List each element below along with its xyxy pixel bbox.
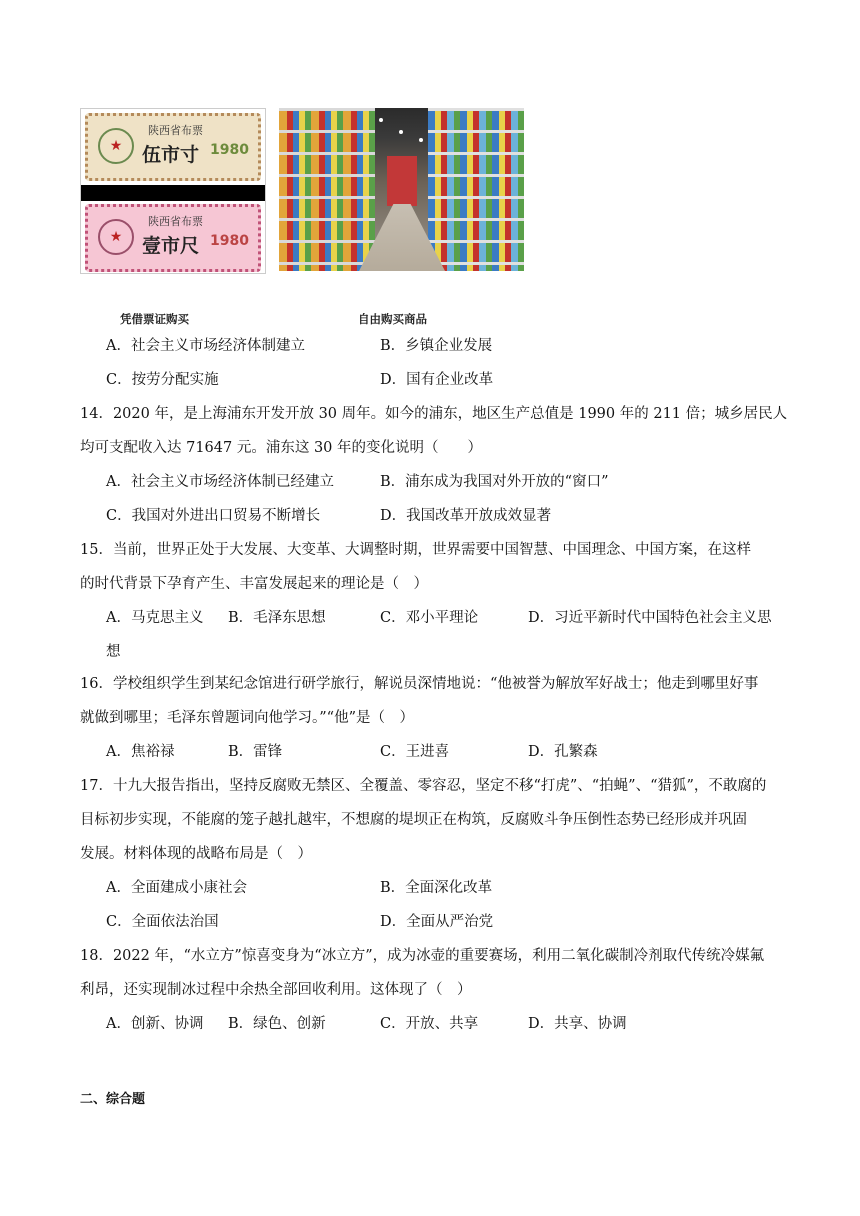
q18-option-d: D．共享、协调 [528,1016,627,1032]
q16-option-c: C．王进喜 [380,744,450,760]
ticket-seal-icon: ★ [98,219,134,255]
q18-stem-line2: 利昂，还实现制冰过程中余热全部回收利用。这体现了（ ） [80,982,472,998]
q15-option-c: C．邓小平理论 [380,610,479,626]
q14-stem-line2: 均可支配收入达 71647 元。浦东这 30 年的变化说明（ ） [80,440,483,456]
q15-option-b: B．毛泽东思想 [228,610,326,626]
q14-option-a: A．社会主义市场经济体制已经建立 [106,474,334,490]
ration-tickets-image [80,108,266,274]
section-heading: 二、综合题 [80,1092,146,1107]
q15-stem-line2: 的时代背景下孕育产生、丰富发展起来的理论是（ ） [80,576,428,592]
ticket-seal-icon: ★ [98,128,134,164]
q16-option-a: A．焦裕禄 [106,744,175,760]
q15-option-a: A．马克思主义 [106,610,204,626]
q17-stem-line2: 目标初步实现，不能腐的笼子越扎越牢，不想腐的堤坝正在构筑，反腐败斗争压倒性态势已经形成并巩固 [80,812,747,828]
q18-option-c: C．开放、共享 [380,1016,479,1032]
cloth-ticket-2 [85,204,261,272]
back-display [387,156,417,206]
supermarket-aisle-image [279,108,524,271]
q16-option-b: B．雷锋 [228,744,283,760]
q18-stem-line1: 18．2022 年，“水立方”惊喜变身为“冰立方”，成为冰壶的重要赛场，利用二氧化碳制冷剂取代传统冷媒氟 [80,948,765,964]
caption-left: 凭借票证购买 [120,312,189,326]
q13-option-b: B．乡镇企业发展 [380,338,493,354]
q17-option-b: B．全面深化改革 [380,880,493,896]
ticket-title: 陕西省布票 [148,124,203,137]
q13-option-a: A．社会主义市场经济体制建立 [106,338,305,354]
ticket-amount: 壹市尺 [142,235,200,257]
ticket-year: 1980 [210,142,249,158]
ceiling-light-icon [419,138,423,142]
q14-option-b: B．浦东成为我国对外开放的“窗口” [380,474,609,490]
caption-right: 自由购买商品 [358,312,427,326]
q15-stem-line1: 15．当前，世界正处于大发展、大变革、大调整时期，世界需要中国智慧、中国理念、中国方案，在这样 [80,542,751,558]
q15-option-d-continued: 想 [106,644,121,660]
q14-option-d: D．我国改革开放成效显著 [380,508,552,524]
q17-stem-line3: 发展。材料体现的战略布局是（ ） [80,846,312,862]
q14-option-c: C．我国对外进出口贸易不断增长 [106,508,321,524]
ticket-title: 陕西省布票 [148,215,203,228]
q18-option-a: A．创新、协调 [106,1016,204,1032]
q17-option-a: A．全面建成小康社会 [106,880,247,896]
q16-stem-line1: 16．学校组织学生到某纪念馆进行研学旅行，解说员深情地说：“他被誉为解放军好战士；他走到哪里好事 [80,676,759,692]
left-shelf [279,108,375,271]
q18-option-b: B．绿色、创新 [228,1016,326,1032]
q13-option-c: C．按劳分配实施 [106,372,219,388]
q15-option-d: D．习近平新时代中国特色社会主义思 [528,610,772,626]
ticket-amount: 伍市寸 [142,144,200,166]
q14-stem-line1: 14．2020 年，是上海浦东开发开放 30 周年。如今的浦东，地区生产总值是 1990 年的 211 倍；城乡居民人 [80,406,788,422]
cloth-ticket-1 [85,113,261,181]
q13-option-d: D．国有企业改革 [380,372,494,388]
divider-band [81,185,265,201]
ticket-year: 1980 [210,233,249,249]
q17-option-c: C．全面依法治国 [106,914,219,930]
ceiling-light-icon [399,130,403,134]
ceiling-light-icon [379,118,383,122]
q17-stem-line1: 17．十九大报告指出，坚持反腐败无禁区、全覆盖、零容忍，坚定不移“打虎”、“拍蝇”、“猎狐”，不敢腐的 [80,778,767,794]
q17-option-d: D．全面从严治党 [380,914,494,930]
right-shelf [428,108,524,271]
q16-stem-line2: 就做到哪里；毛泽东曾题词向他学习。”“他”是（ ） [80,710,414,726]
q16-option-d: D．孔繁森 [528,744,598,760]
